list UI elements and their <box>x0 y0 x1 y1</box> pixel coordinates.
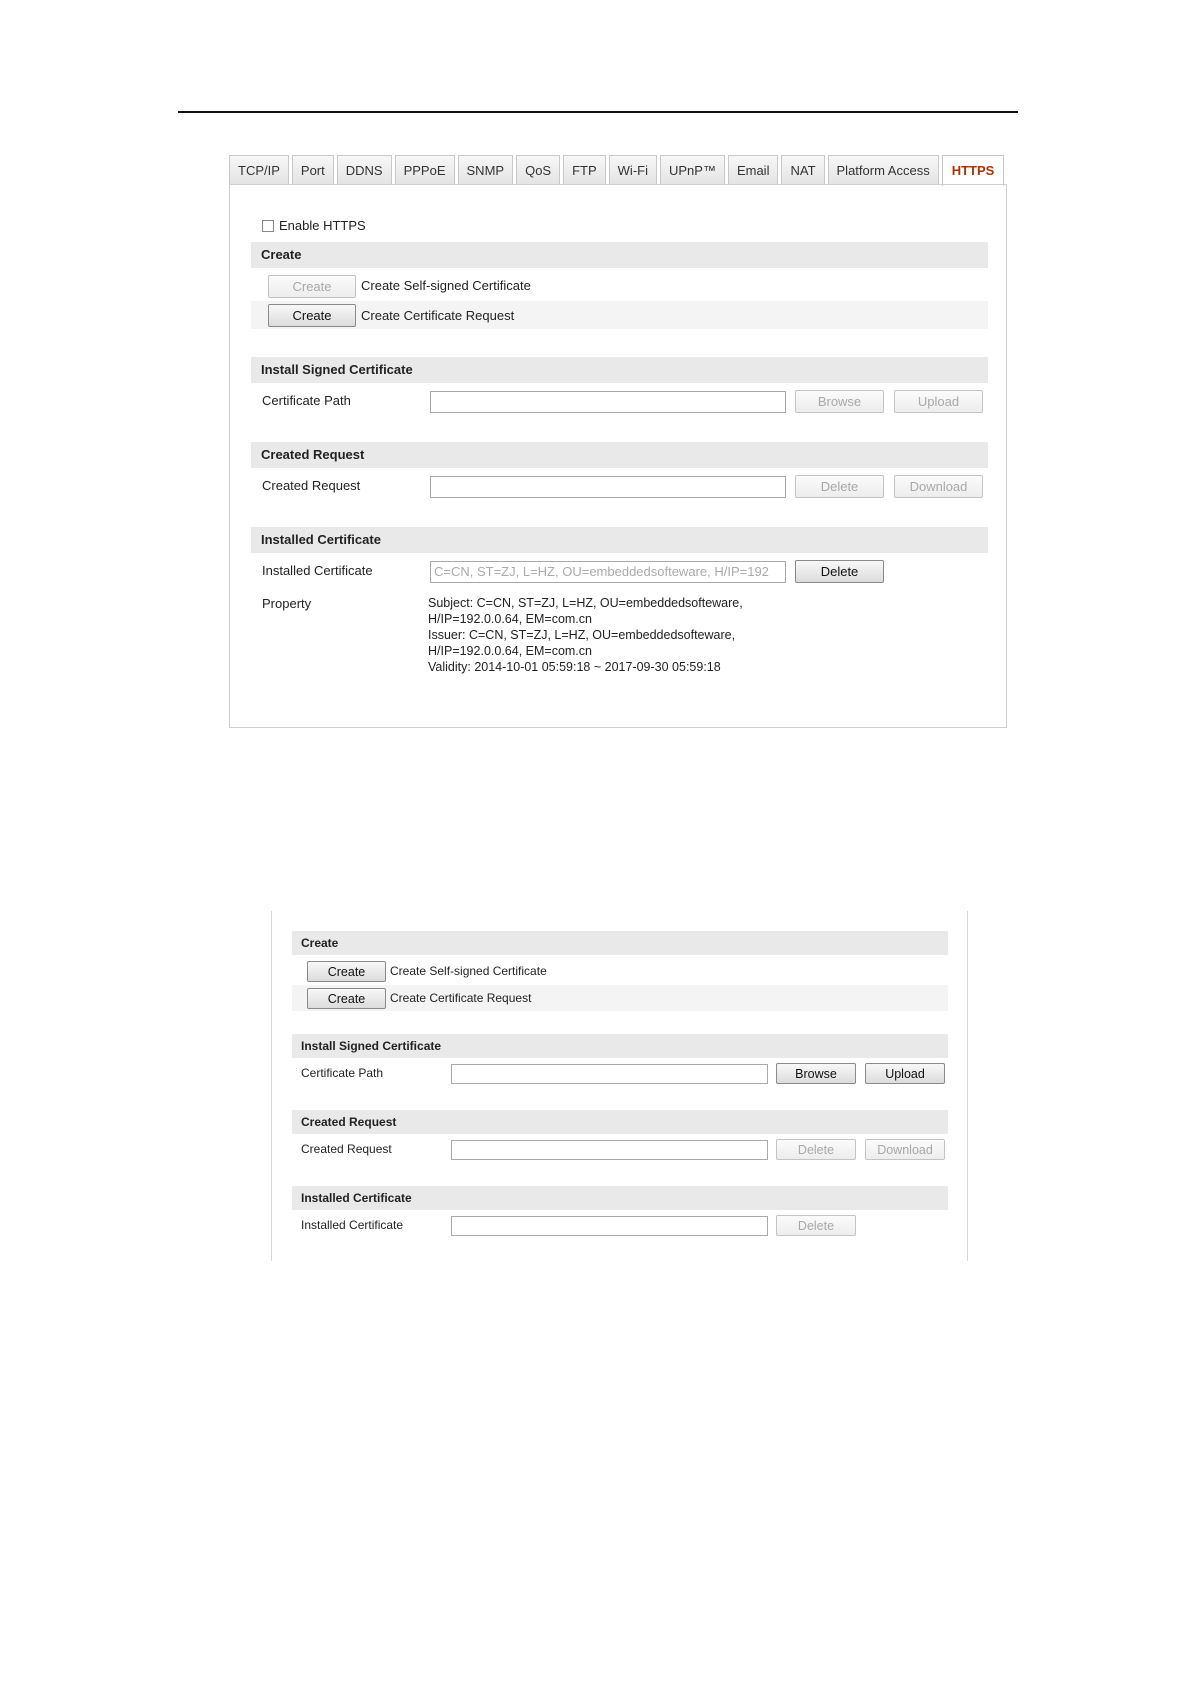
certificate-property-text <box>428 595 743 675</box>
panel2-left-border <box>271 911 272 1261</box>
created-request-input[interactable] <box>451 1140 768 1160</box>
tab-pppoe[interactable]: PPPoE <box>395 155 455 184</box>
created-request-input[interactable] <box>430 476 786 498</box>
tab-ftp[interactable]: FTP <box>563 155 606 184</box>
certificate-path-label: Certificate Path <box>301 1066 384 1080</box>
property-label: Property <box>262 596 312 611</box>
download-request-button[interactable]: Download <box>865 1139 945 1160</box>
installed-certificate-section-heading: Installed Certificate <box>251 527 988 553</box>
browse-button[interactable]: Browse <box>795 390 884 413</box>
enable-https-label: Enable HTTPS <box>279 218 366 233</box>
tab-wifi[interactable]: Wi-Fi <box>609 155 657 184</box>
installed-certificate-input[interactable] <box>451 1216 768 1236</box>
panel2-right-border <box>967 911 968 1261</box>
delete-request-button[interactable]: Delete <box>776 1139 856 1160</box>
tab-email[interactable]: Email <box>728 155 779 184</box>
page-header-rule <box>178 111 1018 113</box>
certificate-path-label: Certificate Path <box>262 393 351 408</box>
certificate-path-input[interactable] <box>430 391 786 413</box>
tab-platform-access[interactable]: Platform Access <box>828 155 939 184</box>
property-line: Validity: 2014-10-01 05:59:18 ~ 2017-09-30 05:59:18 <box>428 660 721 674</box>
create-request-button[interactable]: Create <box>268 304 356 327</box>
tab-snmp[interactable]: SNMP <box>458 155 514 184</box>
create-self-signed-button[interactable]: Create <box>268 275 356 298</box>
create-request-button[interactable]: Create <box>307 988 386 1009</box>
upload-button[interactable]: Upload <box>894 390 983 413</box>
create-self-signed-button[interactable]: Create <box>307 961 386 982</box>
property-line: H/IP=192.0.0.64, EM=com.cn <box>428 644 592 658</box>
property-line: H/IP=192.0.0.64, EM=com.cn <box>428 612 592 626</box>
network-tab-bar <box>229 155 1007 185</box>
create-section-heading: Create <box>251 242 988 268</box>
property-line: Issuer: C=CN, ST=ZJ, L=HZ, OU=embeddedsofteware, <box>428 628 736 642</box>
tab-tcpip[interactable]: TCP/IP <box>229 155 289 184</box>
browse-button[interactable]: Browse <box>776 1063 856 1084</box>
tab-https[interactable]: HTTPS <box>942 155 1005 186</box>
install-section-heading: Install Signed Certificate <box>251 357 988 383</box>
certificate-path-input[interactable] <box>451 1064 768 1084</box>
download-request-button[interactable]: Download <box>894 475 983 498</box>
created-request-section-heading: Created Request <box>251 442 988 468</box>
create-request-label: Create Certificate Request <box>361 308 515 323</box>
tab-upnp[interactable]: UPnP™ <box>660 155 725 184</box>
installed-certificate-input[interactable]: C=CN, ST=ZJ, L=HZ, OU=embeddedsofteware, H/IP=192 <box>430 561 786 583</box>
upload-button[interactable]: Upload <box>865 1063 945 1084</box>
tab-nat[interactable]: NAT <box>781 155 824 184</box>
create-self-signed-label: Create Self-signed Certificate <box>361 278 531 293</box>
tab-qos[interactable]: QoS <box>516 155 560 184</box>
installed-certificate-section-heading: Installed Certificate <box>292 1186 948 1210</box>
created-request-section-heading: Created Request <box>292 1110 948 1134</box>
property-line: Subject: C=CN, ST=ZJ, L=HZ, OU=embeddedsofteware, <box>428 596 743 610</box>
delete-certificate-button[interactable]: Delete <box>776 1215 856 1236</box>
create-self-signed-label: Create Self-signed Certificate <box>390 964 547 978</box>
installed-certificate-label: Installed Certificate <box>262 563 373 578</box>
create-request-label: Create Certificate Request <box>390 991 532 1005</box>
delete-certificate-button[interactable]: Delete <box>795 560 884 583</box>
install-section-heading: Install Signed Certificate <box>292 1034 948 1058</box>
tab-ddns[interactable]: DDNS <box>337 155 392 184</box>
installed-certificate-label: Installed Certificate <box>301 1218 404 1232</box>
created-request-label: Created Request <box>262 478 361 493</box>
delete-request-button[interactable]: Delete <box>795 475 884 498</box>
create-section-heading: Create <box>292 931 948 955</box>
enable-https-checkbox[interactable] <box>262 220 274 232</box>
created-request-label: Created Request <box>301 1142 392 1156</box>
tab-port[interactable]: Port <box>292 155 334 184</box>
